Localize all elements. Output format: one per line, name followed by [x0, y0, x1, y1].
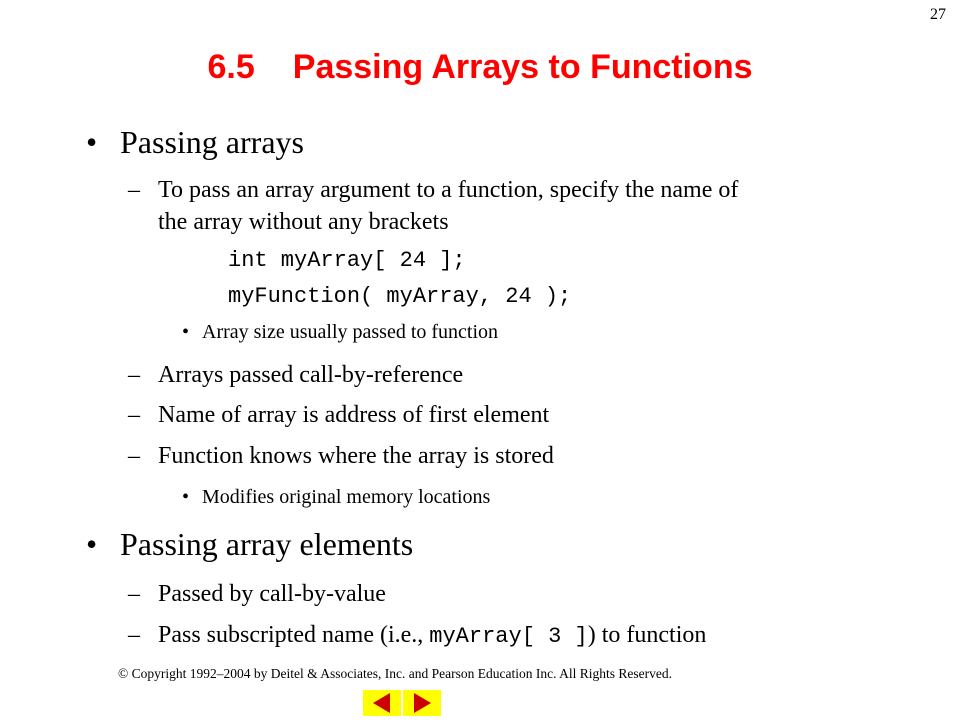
title-text: Passing Arrays to Functions — [292, 48, 753, 86]
sub-sub-item-array-size: • Array size usually passed to function — [182, 321, 499, 343]
sub-item-line2: the array without any brackets — [158, 209, 449, 235]
sub-sub-item-modifies: • Modifies original memory locations — [182, 486, 491, 508]
bullet-dot: • — [182, 321, 190, 343]
next-slide-button[interactable] — [403, 690, 441, 716]
dash: – — [128, 581, 140, 607]
sub-item-pass-array — [128, 174, 739, 235]
code-line-2: myFunction( myArray, 24 ); — [228, 284, 572, 309]
dash: – — [128, 402, 140, 428]
sub-item-call-by-reference: – Arrays passed call-by-reference — [128, 359, 463, 391]
sub-item-subscripted-name: – Pass subscripted name (i.e., myArray[ 3 ]) to function — [128, 619, 706, 653]
sub-item-call-by-value: – Passed by call-by-value — [128, 578, 386, 610]
dash: – — [128, 177, 140, 203]
section-number: 6.5 — [207, 48, 255, 86]
right-arrow-icon — [403, 690, 441, 716]
page-number: 27 — [930, 6, 946, 23]
inline-code: myArray[ 3 ] — [429, 624, 588, 649]
bullet-passing-arrays: • Passing arrays — [86, 124, 304, 160]
bullet-dot: • — [182, 486, 190, 508]
slide-title — [0, 48, 960, 87]
dash: – — [128, 622, 140, 648]
previous-slide-button[interactable] — [363, 690, 401, 716]
dash: – — [128, 362, 140, 388]
sub-item-line1: To pass an array argument to a function, specify the name of — [158, 177, 739, 203]
copyright-footer: © Copyright 1992–2004 by Deitel & Associates, Inc. and Pearson Education Inc. All Rights Reserved. — [118, 666, 672, 681]
dash: – — [128, 443, 140, 469]
sub-item-array-address: – Name of array is address of first element — [128, 399, 549, 431]
bullet-dot: • — [86, 526, 98, 562]
code-line-1: int myArray[ 24 ]; — [228, 248, 466, 273]
left-arrow-icon — [363, 690, 401, 716]
bullet-passing-elements: • Passing array elements — [86, 526, 414, 562]
bullet-dot: • — [86, 124, 98, 160]
sub-item-function-knows: – Function knows where the array is stored — [128, 440, 554, 472]
